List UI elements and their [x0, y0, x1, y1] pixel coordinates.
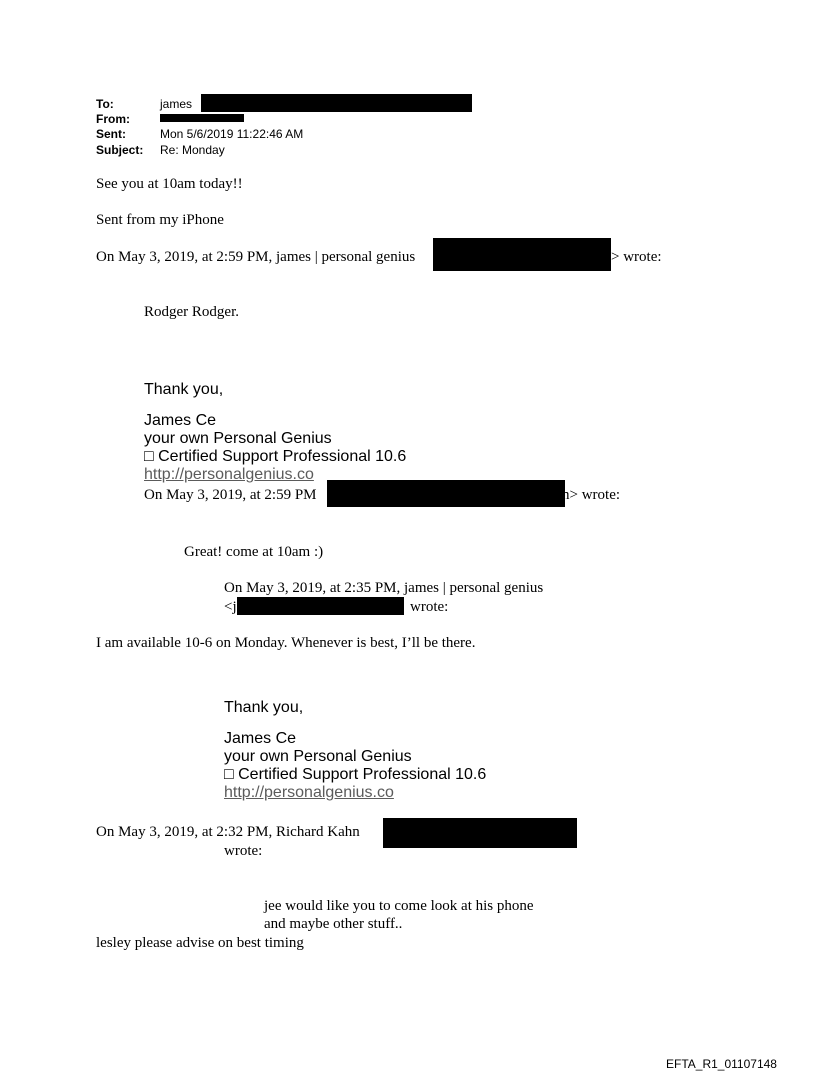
signature-tagline: your own Personal Genius	[144, 430, 332, 447]
to-label: To:	[96, 97, 114, 111]
quote-body: I am available 10-6 on Monday. Whenever is best, I’ll be there.	[96, 635, 476, 651]
signature-thanks: Thank you,	[224, 699, 304, 716]
quote-body: Rodger Rodger.	[144, 304, 239, 320]
quote-body: jee would like you to come look at his phone	[264, 898, 534, 914]
redaction-box	[433, 238, 611, 271]
redaction-box	[160, 114, 244, 122]
signature-link[interactable]: http://personalgenius.co	[144, 466, 314, 483]
redaction-box	[327, 480, 565, 507]
sent-value: Mon 5/6/2019 11:22:46 AM	[160, 127, 304, 141]
to-value: james	[160, 97, 193, 111]
quote-attribution-end: wrote:	[410, 599, 449, 615]
redaction-box	[383, 818, 577, 848]
signature-certification: □ Certified Support Professional 10.6	[224, 766, 487, 783]
signature-block	[144, 412, 406, 484]
signature-name: James Ce	[224, 730, 297, 747]
sent-label: Sent:	[96, 127, 126, 141]
signature-name: James Ce	[144, 412, 217, 429]
signature-link[interactable]: http://personalgenius.co	[224, 784, 394, 801]
quote-body: and maybe other stuff..	[264, 916, 403, 932]
quote-body: Great! come at 10am :)	[184, 544, 324, 560]
quote-attribution-end: > wrote:	[611, 249, 662, 265]
signature-thanks: Thank you,	[144, 381, 224, 398]
quote-attribution: On May 3, 2019, at 2:59 PM	[144, 487, 317, 503]
quote-attribution: On May 3, 2019, at 2:59 PM, james | personal genius	[96, 249, 416, 265]
quote-attribution: On May 3, 2019, at 2:32 PM, Richard Kahn	[96, 824, 360, 840]
subject-label: Subject:	[96, 143, 144, 157]
quote-attribution-end: n> wrote:	[562, 487, 621, 503]
quote-attribution: On May 3, 2019, at 2:35 PM, james | personal genius	[224, 580, 544, 596]
reply-signature: Sent from my iPhone	[96, 212, 224, 228]
redaction-box	[201, 94, 472, 112]
signature-certification: □ Certified Support Professional 10.6	[144, 448, 407, 465]
subject-value: Re: Monday	[160, 143, 225, 157]
quote-body: lesley please advise on best timing	[96, 935, 304, 951]
reply-line: See you at 10am today!!	[96, 176, 243, 192]
quote-attribution-start: <j	[224, 599, 237, 615]
document-id: EFTA_R1_01107148	[666, 1057, 777, 1071]
redaction-box	[237, 597, 404, 615]
quote-attribution-end: wrote:	[224, 843, 263, 859]
signature-block	[224, 730, 486, 802]
signature-tagline: your own Personal Genius	[224, 748, 412, 765]
from-label: From:	[96, 112, 130, 126]
